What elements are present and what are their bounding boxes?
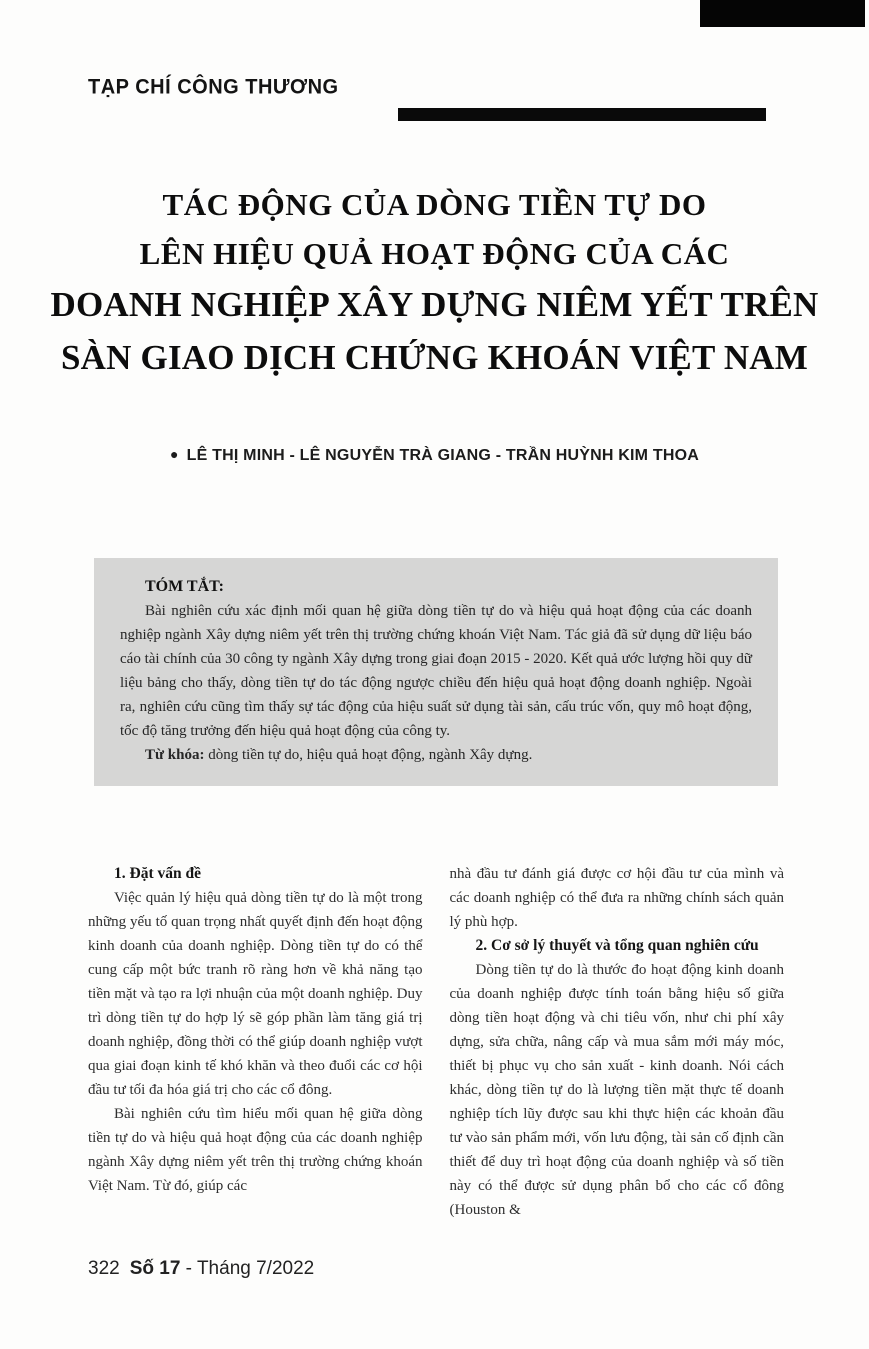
authors-line xyxy=(0,447,869,465)
author-names: LÊ THỊ MINH - LÊ NGUYỄN TRÀ GIANG - TRẦN HUỲNH KIM THOA xyxy=(186,447,699,464)
abstract-keywords xyxy=(120,743,752,767)
page-footer xyxy=(88,1258,314,1280)
abstract-body: Bài nghiên cứu xác định mối quan hệ giữa dòng tiền tự do và hiệu quả hoạt động của các doanh nghiệp ngành Xây dựng niêm yết trên thị trường chứng khoán Việt Nam. Tác giả đã sử dụng dữ liệu báo cáo tài chính của 30 công ty ngành Xây dựng trong giai đoạn 2015 - 2020. Kết quả ước lượng hồi quy dữ liệu bảng cho thấy, dòng tiền tự do tác động ngược chiều đến hiệu quả hoạt động doanh nghiệp. Ngoài ra, nghiên cứu cũng tìm thấy sự tác động của hiệu suất sử dụng tài sản, cấu trúc vốn, quy mô hoạt động, tốc độ tăng trưởng đến hiệu quả hoạt động của công ty. xyxy=(120,603,752,739)
keywords-label: Từ khóa: xyxy=(145,747,205,763)
section-1-heading: 1. Đặt vấn đề xyxy=(114,865,201,882)
author-bullet-icon: ● xyxy=(170,446,179,462)
right-column xyxy=(450,862,785,1222)
issue-number: Số 17 xyxy=(129,1258,181,1279)
right-paragraph-2: Dòng tiền tự do là thước đo hoạt động kinh doanh của doanh nghiệp được tính toán bằng hiệu số giữa dòng tiền hoạt động và chi tiêu vốn, như chi phí xây dựng, sửa chữa, nâng cấp và mua sắm mới máy móc, thiết bị phục vụ cho sản xuất - kinh doanh. Nói cách khác, dòng tiền tự do là lượng tiền mặt thực tế doanh nghiệp tích lũy được sau khi thực hiện các khoản đầu tư vào sản phẩm mới, vốn lưu động, tài sản cố định cần thiết để duy trì hoạt động của doanh nghiệp và số tiền này có thể được sử dụng phân bổ cho các cổ đông (Houston & xyxy=(449,962,784,1218)
left-paragraph-1: Việc quản lý hiệu quả dòng tiền tự do là một trong những yếu tố quan trọng nhất quyết định đến hoạt động kinh doanh của doanh nghiệp. Dòng tiền tự do có thể cung cấp một bức tranh rõ ràng hơn về khả năng tạo tiền mặt và tạo ra lợi nhuận của một doanh nghiệp. Duy trì dòng tiền tự do hợp lý sẽ góp phần làm tăng giá trị doanh nghiệp, đồng thời có thể giúp doanh nghiệp vượt qua giai đoạn kinh tế khó khăn và theo đuổi các cơ hội đầu tư tối đa hóa giá trị cho các cổ đông. xyxy=(88,890,423,1098)
left-paragraph-2: Bài nghiên cứu tìm hiểu mối quan hệ giữa dòng tiền tự do và hiệu quả hoạt động của các doanh nghiệp ngành Xây dựng niêm yết trên thị trường chứng khoán Việt Nam. Từ đó, giúp các xyxy=(88,1106,423,1194)
abstract-heading: TÓM TẮT: xyxy=(145,578,224,595)
page-number: 322 xyxy=(88,1258,120,1279)
article-title-line-2: LÊN HIỆU QUẢ HOẠT ĐỘNG CỦA CÁC xyxy=(139,236,730,271)
right-paragraph-1: nhà đầu tư đánh giá được cơ hội đầu tư của mình và các doanh nghiệp có thể đưa ra những chính sách quản lý phù hợp. xyxy=(449,866,784,930)
article-title-line-4: SÀN GIAO DỊCH CHỨNG KHOÁN VIỆT NAM xyxy=(60,338,809,377)
article-title xyxy=(50,180,819,384)
top-corner-black-tab xyxy=(700,0,865,27)
article-title-line-1: TÁC ĐỘNG CỦA DÒNG TIỀN TỰ DO xyxy=(162,187,707,222)
header-divider-bar xyxy=(398,108,766,121)
article-body xyxy=(88,862,784,1222)
issue-date: - Tháng 7/2022 xyxy=(180,1258,315,1279)
article-title-line-3: DOANH NGHIỆP XÂY DỰNG NIÊM YẾT TRÊN xyxy=(50,285,819,324)
abstract-box xyxy=(94,558,778,786)
magazine-logo: TẠP CHÍ CÔNG THƯƠNG xyxy=(88,75,339,99)
keywords-text: dòng tiền tự do, hiệu quả hoạt động, ngành Xây dựng. xyxy=(204,747,533,763)
left-column xyxy=(88,862,423,1222)
section-2-heading: 2. Cơ sở lý thuyết và tổng quan nghiên cứu xyxy=(475,937,759,954)
